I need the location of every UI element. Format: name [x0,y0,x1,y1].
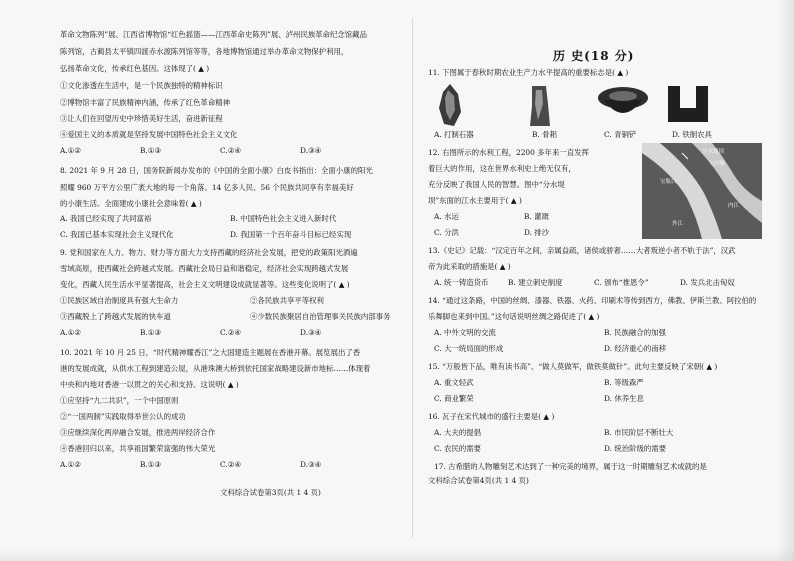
intro-line: 弘扬革命文化，传承红色基因。这体现了( ▲ ) [60,64,210,73]
q7-option[interactable]: D.③④ [300,146,322,155]
q11-option[interactable]: D. 铁制农具 [672,130,712,139]
q8-line: 的小康生活。全面建成小康社会意味着( ▲ ) [60,199,202,208]
q10-statement: ①应坚持“九二共识”，一个中国原则 [60,396,179,405]
q12-line: 充分反映了我国人民的智慧。图中“分水堤 [428,180,565,189]
q12-line: 12. 右图所示的水利工程，2200 多年来一直发挥 [428,148,589,157]
bronze-shovel-icon [596,84,650,124]
map-label: 内江 [728,203,740,209]
q9-line: 9. 党和国家在人力、物力、财力等方面大力支持西藏的经济社会发展，把党的政策阳光洒遍 [60,248,358,257]
bone-spade-icon [526,84,552,128]
q8-line: 8. 2021 年 9 月 28 日，国务院新闻办发布的《中国的全面小康》白皮书指出：全面小康的阳光 [60,166,373,175]
q13-option[interactable]: D. 发兵北击匈奴 [680,278,735,287]
q9-option[interactable]: C.②④ [220,328,241,337]
q13-line: 帝为此采取的措施是( ▲ ) [428,262,511,271]
q7-statement: ④爱国主义的本质就是坚持发展中国特色社会主义文化 [60,130,238,139]
q16-option[interactable]: B. 市民阶层不断壮大 [604,428,674,437]
q13-line: 13.《史记》记载：“汉定百年之间，亲属益疏，诸侯或骄奢……大者叛逆小者不轨于法”，汉武 [428,246,736,255]
q16-option[interactable]: C. 农民的需要 [434,444,482,453]
q8-option[interactable]: B. 中国特色社会主义进入新时代 [230,214,337,223]
q14-line: 14. “通过这条路，中国的丝绸、漆器、铁器、火药、印刷术等传到西方，佛教、伊斯兰教、阿拉伯的 [428,296,757,305]
q16-line: 16. 瓦子在宋代城市的盛行主要是( ▲ ) [428,412,555,421]
q8-option[interactable]: A. 我国已经实现了共同富裕 [60,214,152,223]
q11-option[interactable]: A. 打制石器 [434,130,474,139]
q10-statement: ②“一国两制”实践取得举世公认的成功 [60,412,186,421]
q8-option[interactable]: D. 我国第一个百年奋斗目标已经实现 [230,230,352,239]
q9-option[interactable]: B.①③ [140,328,162,337]
q14-line: 乐舞脚也来到中国。”这句话说明丝绸之路促进了( ▲ ) [428,312,600,321]
q12-option[interactable]: C. 分洪 [434,228,459,237]
q10-option[interactable]: A.①② [60,460,81,469]
scan-shadow-right [776,0,794,561]
q13-option[interactable]: A. 统一铸造货币 [434,278,489,287]
q11-option[interactable]: B. 骨耜 [532,130,557,139]
q7-statement: ②博物馆丰富了民族精神内涵，传承了红色革命精神 [60,98,230,107]
q10-statement: ④香港回归以来，共享祖国繁荣富强的伟大荣光 [60,444,216,453]
q9-statement: ④少数民族聚居自治管理事关民族内部事务 [250,312,391,321]
q10-line: 10. 2021 年 10 月 25 日，“时代精神耀香江”之大国建造主题展在香港开幕。展览展出了香 [60,348,361,357]
q10-option[interactable]: C.②④ [220,460,241,469]
q12-option[interactable]: A. 水运 [434,212,459,221]
q7-option[interactable]: A.①② [60,146,81,155]
q12-line: 坝”东面的江水主要用于( ▲ ) [428,196,522,205]
iron-tool-icon [666,84,710,124]
q8-option[interactable]: C. 我国已基本实现社会主义现代化 [60,230,174,239]
q14-option[interactable]: A. 中外文明的交流 [434,328,496,337]
q7-option[interactable]: B.①③ [140,146,162,155]
q12-option[interactable]: D. 排沙 [524,228,550,237]
q14-option[interactable]: B. 民族融合的加强 [604,328,666,337]
q7-statement: ①文化渗透在生活中，是一个民族独特的精神标识 [60,81,223,90]
stone-tool-icon [436,82,464,128]
intro-line: 陈列馆，古蔺县太平镇四渡赤水渡陈列馆等等，各地博物馆通过举办革命文物保护利用， [60,47,349,56]
q7-option[interactable]: C.②④ [220,146,241,155]
map-label: 飞沙堰 [708,161,725,167]
q11-line: 11. 下图属于春秋时期农业生产力水平提高的重要标志是( ▲ ) [428,68,629,77]
q16-option[interactable]: D. 统治阶级的需要 [604,444,667,453]
section-title-history: 历 史(18 分) [553,49,635,63]
q12-line: 着巨大的作用，这在世界水利史上绝无仅有， [428,164,576,173]
q11-option[interactable]: C. 青铜铲 [604,130,637,139]
page-footer-right: 文科综合试卷第4页(共 1 4 页) [428,476,529,485]
q14-option[interactable]: C. 大一统局面的形成 [434,344,504,353]
page-footer-left: 文科综合试卷第3页(共 1 4 页) [220,488,321,497]
dujiangyan-map [642,143,762,239]
q10-option[interactable]: B.①③ [140,460,162,469]
q10-line: 中央和内地对香港一以贯之的关心和支持。这说明( ▲ ) [60,380,239,389]
q9-statement: ③西藏脱上了跨越式发展的快车道 [60,312,171,321]
q15-option[interactable]: D. 休养生息 [604,394,644,403]
q9-statement: ②各民族共享平等权利 [250,296,324,305]
q9-statement: ①民族区域自治制度具有强大生命力 [60,296,179,305]
q15-line: 15. “万般皆下品，唯有读书高”、“做人莫做军，做铁莫做针”。此句主要反映了宋朝( ▲ ) [428,362,718,371]
q9-option[interactable]: A.①② [60,328,81,337]
q7-statement: ③让人们在回望历史中珍惜美好生活，奋进新征程 [60,114,223,123]
q17-line: 17. 古希腊的人物雕刻艺术达到了一种完美的境界，属于这一时期雕刻艺术成就的是 [434,462,707,471]
map-label: 分水堤坝 [702,149,725,155]
q15-option[interactable]: B. 等级森严 [604,378,644,387]
q9-line: 雪域高原，使西藏社会跨越式发展。西藏社会局日益和谐稳定，经济社会实现跨越式发展 [60,264,349,273]
scan-shadow-bottom [0,547,794,561]
q9-option[interactable]: D.③④ [300,328,322,337]
q8-line: 照耀 960 万平方公里广袤大地的每一个角落。14 亿多人民、56 个民族共同享有幸福美好 [60,183,354,192]
q13-option[interactable]: C. 颁布“推恩令” [594,278,649,287]
q10-line: 港的发展成就，从供水工程到建造公屋，从港珠澳大桥到依托国家战略建设新市地标……体现着 [60,364,371,373]
q9-line: 变化，西藏人民生活水平显著提高，社会主义文明建设成就显著等。这些变化说明了( ▲ ) [60,280,350,289]
q12-option[interactable]: B. 灌溉 [524,212,549,221]
q10-option[interactable]: D.③④ [300,460,322,469]
q15-option[interactable]: A. 重文轻武 [434,378,474,387]
map-label: 宝瓶口 [660,179,677,185]
q10-statement: ③应继续深化两岸融合发展，推进两岸经济合作 [60,428,216,437]
map-label: 外江 [672,221,684,227]
q16-option[interactable]: A. 大夫的提倡 [434,428,481,437]
q15-option[interactable]: C. 商业繁荣 [434,394,474,403]
q14-option[interactable]: D. 经济重心的南移 [604,344,667,353]
page-fold-divider [412,18,413,538]
intro-line: 革命文物陈列”展、江西省博物馆“红色摇篮——江西革命史陈列”展、泸州民族革命纪念馆藏品 [60,30,367,39]
q13-option[interactable]: B. 建立刺史制度 [508,278,563,287]
